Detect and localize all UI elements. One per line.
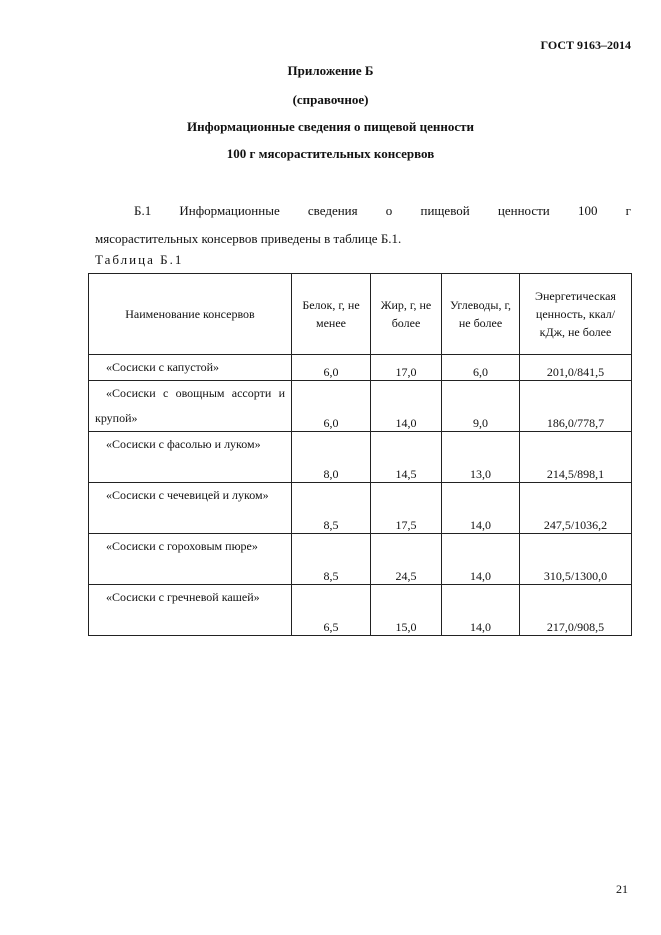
carbs-value: 6,0 xyxy=(442,355,520,381)
product-name: «Сосиски с овощным ассорти и крупой» xyxy=(89,381,292,432)
carbs-value: 9,0 xyxy=(442,381,520,432)
carbs-value: 13,0 xyxy=(442,432,520,483)
energy-value: 247,5/1036,2 xyxy=(520,483,632,534)
table-row xyxy=(89,381,632,432)
appendix-title: Приложение Б xyxy=(287,63,374,78)
appendix-heading-line-2: 100 г мясорастительных консервов xyxy=(226,146,435,161)
energy-value: 217,0/908,5 xyxy=(520,585,632,636)
table-header-row xyxy=(89,274,632,355)
nutrition-table xyxy=(88,273,632,636)
protein-value: 6,0 xyxy=(292,355,371,381)
product-name: «Сосиски с капустой» xyxy=(89,355,292,381)
protein-value: 8,5 xyxy=(292,483,371,534)
appendix-type: (справочное) xyxy=(292,92,369,107)
intro-paragraph xyxy=(95,197,631,253)
table-row xyxy=(89,585,632,636)
fat-value: 24,5 xyxy=(371,534,442,585)
product-name: «Сосиски с фасолью и луком» xyxy=(89,432,292,483)
product-name: «Сосиски с гороховым пюре» xyxy=(89,534,292,585)
header-name: Наименование консервов xyxy=(89,274,292,355)
energy-value: 214,5/898,1 xyxy=(520,432,632,483)
table-caption: Таблица Б.1 xyxy=(95,252,184,267)
table-row xyxy=(89,534,632,585)
protein-value: 6,5 xyxy=(292,585,371,636)
table-row xyxy=(89,483,632,534)
intro-paragraph-line-2: мясорастительных консервов приведены в таблице Б.1. xyxy=(95,231,402,246)
header-protein: Белок, г, не менее xyxy=(292,274,371,355)
fat-value: 14,0 xyxy=(371,381,442,432)
protein-value: 8,0 xyxy=(292,432,371,483)
fat-value: 17,5 xyxy=(371,483,442,534)
header-carbs: Углеводы, г, не более xyxy=(442,274,520,355)
fat-value: 15,0 xyxy=(371,585,442,636)
protein-value: 8,5 xyxy=(292,534,371,585)
carbs-value: 14,0 xyxy=(442,585,520,636)
page-number: 21 xyxy=(616,882,628,896)
energy-value: 201,0/841,5 xyxy=(520,355,632,381)
product-name: «Сосиски с чечевицей и луком» xyxy=(89,483,292,534)
document-code: ГОСТ 9163–2014 xyxy=(540,38,631,52)
protein-value: 6,0 xyxy=(292,381,371,432)
table-row xyxy=(89,355,632,381)
fat-value: 14,5 xyxy=(371,432,442,483)
intro-paragraph-line-1: Б.1 Информационные сведения о пищевой ценности 100 г xyxy=(134,203,631,218)
header-energy: Энергетическая ценность, ккал/кДж, не более xyxy=(520,274,632,355)
fat-value: 17,0 xyxy=(371,355,442,381)
carbs-value: 14,0 xyxy=(442,483,520,534)
carbs-value: 14,0 xyxy=(442,534,520,585)
table-row xyxy=(89,432,632,483)
appendix-heading-line-1: Информационные сведения о пищевой ценности xyxy=(186,119,475,134)
energy-value: 310,5/1300,0 xyxy=(520,534,632,585)
header-fat: Жир, г, не более xyxy=(371,274,442,355)
energy-value: 186,0/778,7 xyxy=(520,381,632,432)
product-name: «Сосиски с гречневой кашей» xyxy=(89,585,292,636)
